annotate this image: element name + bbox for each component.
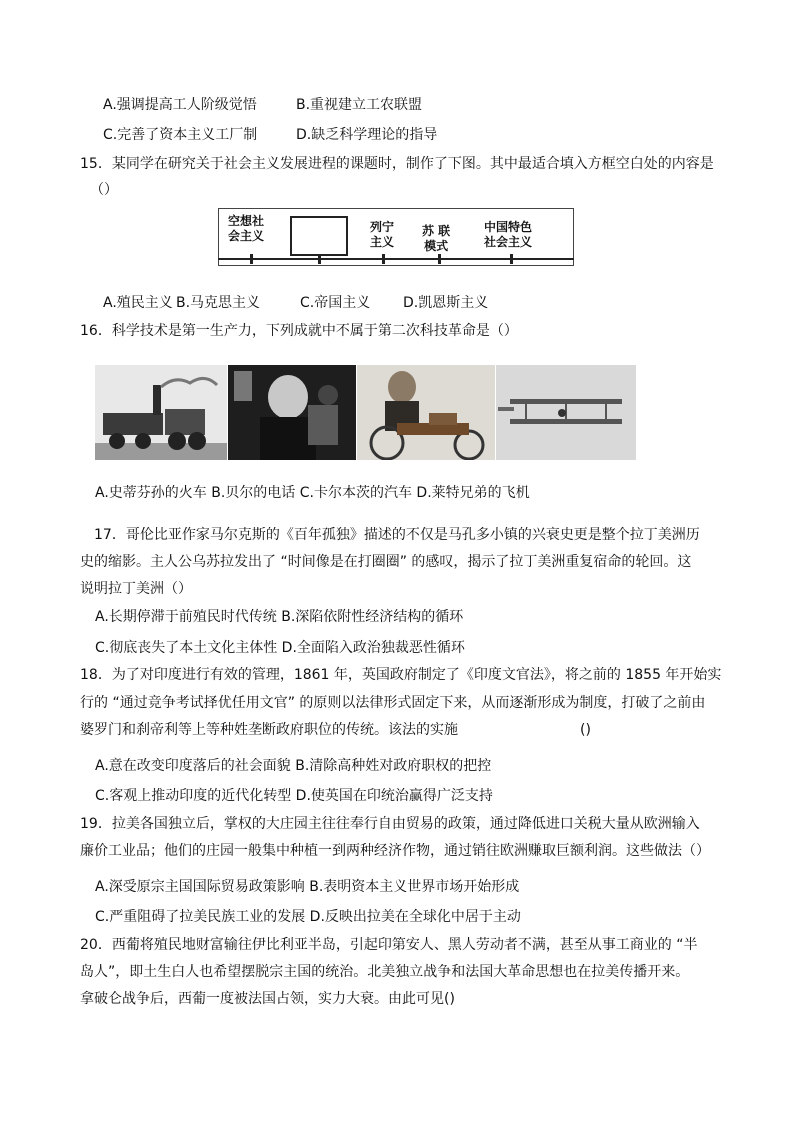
- q14-option-a: A.强调提高工人阶级觉悟: [103, 97, 257, 113]
- stephenson-locomotive-photo: [95, 365, 227, 460]
- q18-stem-line2: 行的 “通过竞争考试择优任用文官” 的原则以法律形式固定下来，从而逐渐形成为制度，打破了之前由: [80, 695, 706, 711]
- q15-option-c: C.帝国主义: [300, 295, 371, 311]
- timeline-label-utopian: 空想社 会主义: [228, 214, 265, 243]
- q18-stem-line3: 婆罗门和刹帝利等上等种姓垄断政府职位的传统。该法的实施: [80, 722, 458, 738]
- benz-automobile-photo: [357, 365, 495, 460]
- q19-options-line2: C.严重阻碍了拉美民族工业的发展 D.反映出拉美在全球化中居于主动: [95, 909, 521, 925]
- q19-options-line1: A.深受原宗主国国际贸易政策影响 B.表明资本主义世界市场开始形成: [95, 879, 520, 895]
- timeline-label-lenin: 列宁 主义: [370, 220, 395, 249]
- timeline-tick: [318, 254, 321, 264]
- timeline-blank-box: [290, 216, 348, 256]
- q18-stem-line1: 18．为了对印度进行有效的管理，1861 年，英国政府制定了《印度文官法》，将之前的 1855 年开始实: [80, 667, 722, 683]
- q14-option-c: C.完善了资本主义工厂制: [103, 127, 258, 143]
- q15-option-d: D.凯恩斯主义: [403, 295, 489, 311]
- q17-options-line1: A.长期停滞于前殖民时代传统 B.深陷依附性经济结构的循环: [95, 609, 464, 625]
- timeline-axis: [218, 258, 574, 260]
- q18-options-line2: C.客观上推动印度的近代化转型 D.使英国在印统治赢得广泛支持: [95, 788, 493, 804]
- q17-stem-line3: 说明拉丁美洲（）: [80, 581, 192, 597]
- timeline-label-china: 中国特色 社会主义: [484, 220, 533, 249]
- q20-stem-line3: 拿破仑战争后，西葡一度被法国占领，实力大衰。由此可见(): [80, 991, 455, 1007]
- q19-stem-line1: 19．拉美各国独立后，掌权的大庄园主往往奉行自由贸易的政策，通过降低进口关税大量从欧洲输入: [80, 816, 700, 832]
- q17-options-line2: C.彻底丧失了本土文化主体性 D.全面陷入政治独裁恶性循环: [95, 640, 465, 656]
- q17-stem-line2: 史的缩影。主人公乌苏拉发出了 “时间像是在打圈圈” 的感叹，揭示了拉丁美洲重复宿命的轮回。这: [80, 554, 692, 570]
- q19-stem-line2: 廉价工业品；他们的庄园一般集中种植一到两种经济作物，通过销往欧洲赚取巨额利润。这些做法（）: [80, 843, 710, 859]
- wright-airplane-photo: [496, 365, 636, 460]
- q15-stem-line1: 15．某同学在研究关于社会主义发展进程的课题时，制作了下图。其中最适合填入方框空白处的内容是: [80, 156, 714, 172]
- q15-stem-line2: （）: [90, 182, 118, 198]
- q15-option-b: B.马克思主义: [176, 295, 261, 311]
- q16-options: A.史蒂芬孙的火车 B.贝尔的电话 C.卡尔本茨的汽车 D.莱特兄弟的飞机: [95, 485, 530, 501]
- timeline-tick: [250, 254, 253, 264]
- q20-stem-line2: 岛人”，即土生白人也希望摆脱宗主国的统治。北美独立战争和法国大革命思想也在拉美传播开来。: [80, 964, 690, 980]
- q18-options-line1: A.意在改变印度落后的社会面貌 B.清除高种姓对政府职权的把控: [95, 758, 492, 774]
- q17-stem-line1: 17．哥伦比亚作家马尔克斯的《百年孤独》描述的不仅是马孔多小镇的兴衰史更是整个拉丁美洲历: [94, 527, 700, 543]
- bell-telephone-photo: [228, 365, 356, 460]
- timeline-label-soviet: 苏 联 模式: [422, 224, 451, 253]
- q16-stem: 16．科学技术是第一生产力，下列成就中不属于第二次科技革命是（）: [80, 323, 518, 339]
- q14-option-d: D.缺乏科学理论的指导: [296, 127, 438, 143]
- timeline-tick: [382, 254, 385, 264]
- q15-option-a: A.殖民主义: [103, 295, 173, 311]
- q18-bracket: (): [580, 722, 591, 738]
- q20-stem-line1: 20．西葡将殖民地财富输往伊比利亚半岛，引起印第安人、黑人劳动者不满，甚至从事工商业的 “半: [80, 937, 698, 953]
- timeline-tick: [438, 254, 441, 264]
- timeline-tick: [510, 254, 513, 264]
- q14-option-b: B.重视建立工农联盟: [296, 97, 423, 113]
- socialism-timeline-figure: [218, 208, 574, 270]
